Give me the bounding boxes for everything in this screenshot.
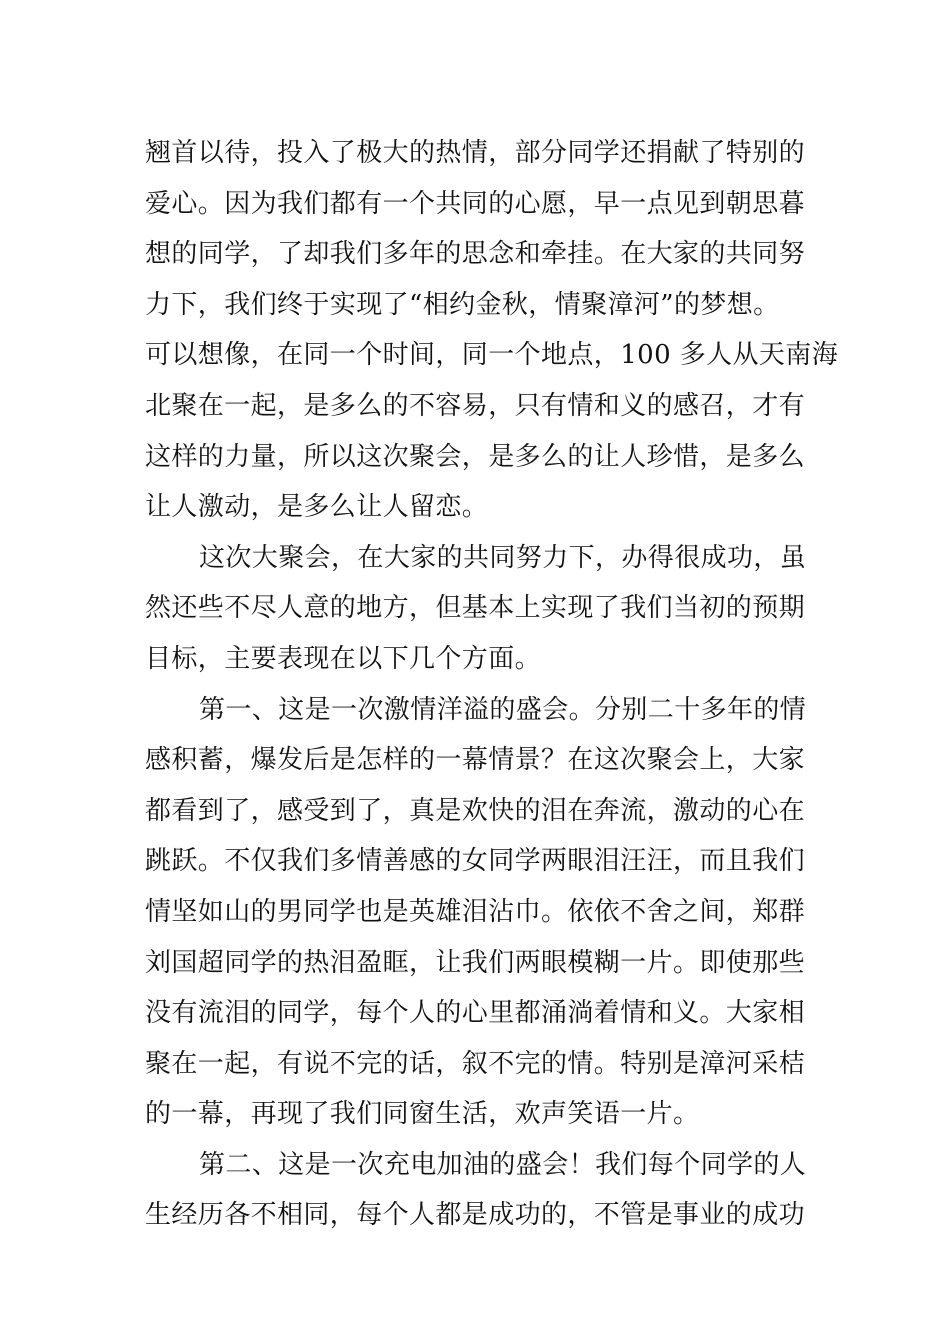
text-line: 都看到了，感受到了，真是欢快的泪在奔流，激动的心在	[145, 795, 806, 826]
text-line: 爱心。因为我们都有一个共同的心愿，早一点见到朝思暮	[145, 188, 806, 219]
text-line: 翘首以待，投入了极大的热情，部分同学还捐献了特别的	[145, 138, 806, 168]
paragraph-1	[145, 128, 839, 533]
text-line: 然还些不尽人意的地方，但基本上实现了我们当初的预期	[145, 593, 806, 624]
text-line: 想的同学，了却我们多年的思念和牵挂。在大家的共同努	[145, 239, 806, 270]
text-line: 刘国超同学的热泪盈眶，让我们两眼模糊一片。即使那些	[145, 947, 806, 978]
text-line: 可以想像，在同一个时间，同一个地点，100 多人从天南海	[145, 340, 839, 371]
text-line: 没有流泪的同学，每个人的心里都涌淌着情和义。大家相	[145, 998, 806, 1029]
text-line: 生经历各不相同，每个人都是成功的，不管是事业的成功	[145, 1200, 806, 1231]
text-line: 北聚在一起，是多么的不容易，只有情和义的感召，才有	[145, 390, 806, 421]
paragraph-2	[145, 533, 810, 685]
text-line: 第二、这是一次充电加油的盛会！我们每个同学的人	[199, 1149, 807, 1180]
text-line: 第一、这是一次激情洋溢的盛会。分别二十多年的情	[199, 694, 807, 725]
text-line: 情坚如山的男同学也是英雄泪沾巾。依依不舍之间，郑群	[145, 896, 806, 927]
document-body	[145, 128, 839, 1241]
text-line: 力下，我们终于实现了“相约金秋，情聚漳河”的梦想。	[145, 289, 780, 320]
text-line: 的一幕，再现了我们同窗生活，欢声笑语一片。	[145, 1099, 700, 1130]
paragraph-3	[145, 685, 810, 1140]
text-line: 感积蓄，爆发后是怎样的一幕情景？在这次聚会上，大家	[145, 745, 806, 776]
text-line: 跳跃。不仅我们多情善感的女同学两眼泪汪汪，而且我们	[145, 846, 806, 877]
paragraph-4	[145, 1140, 810, 1241]
text-line: 这次大聚会，在大家的共同努力下，办得很成功，虽	[199, 542, 807, 573]
text-line: 这样的力量，所以这次聚会，是多么的让人珍惜，是多么	[145, 441, 806, 472]
text-line: 让人激动，是多么让人留恋。	[145, 492, 489, 523]
text-line: 聚在一起，有说不完的话，叙不完的情。特别是漳河采桔	[145, 1048, 806, 1079]
text-line: 目标，主要表现在以下几个方面。	[145, 643, 542, 674]
